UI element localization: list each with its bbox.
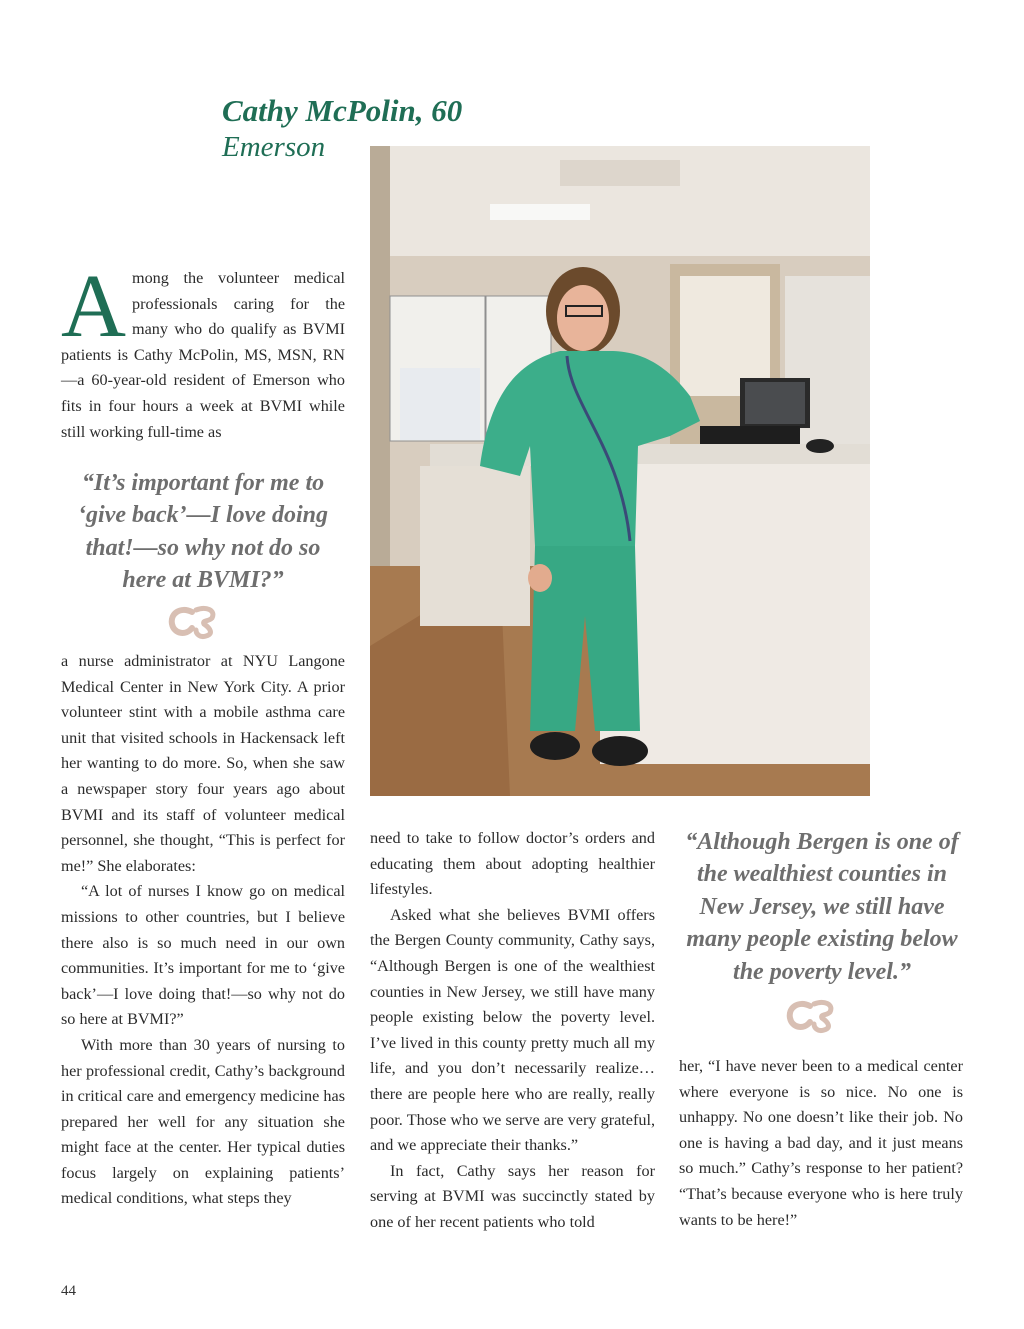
column-3 xyxy=(679,1054,963,1233)
article-subtitle-town: Emerson xyxy=(222,131,326,163)
article-title-name: Cathy McPolin, 60 xyxy=(222,93,463,128)
pull-quote-2: “Although Bergen is one of the wealthiest counties in New Jersey, we still have many people existing below the poverty level.” xyxy=(685,829,959,985)
column-1-bottom xyxy=(61,649,345,1212)
nurse-photo xyxy=(370,146,870,796)
paragraph: “A lot of nurses I know go on medical missions to other countries, but I believe there also is so much need in our own communities. It’s important for me to ‘give back’—I love doing that!—so why not do so here at BVMI?” xyxy=(61,882,345,1029)
paragraph: a nurse administrator at NYU Langone Medical Center in New York City. A prior volunteer stint with a mobile asthma care unit that visited schools in Hackensack left her wanting to do more. So, when she saw a newspaper story four years ago about BVMI and its staff of volunteer medical personnel, she thought, “This is perfect for me!” She elaborates: xyxy=(61,652,345,875)
column-2 xyxy=(370,826,655,1236)
paragraph: Asked what she believes BVMI offers the Bergen County community, Cathy says, “Although Bergen is one of the wealthiest counties in New Jersey, we still have many people existing below the poverty level. I’ve lived in this county pretty much all my life, and you don’t necessarily realize…there are people here who are really, really poor. Those who we serve are very grateful, and we appreciate their thanks.” xyxy=(370,905,655,1155)
fleuron-icon xyxy=(166,604,226,640)
paragraph-intro: mong the volunteer medical professionals caring for the many who do qualify as BVMI patients is Cathy McPolin, MS, MSN, RN—a 60-year-old resident of Emerson who fits in four hours a week at BVMI while still working full-time as xyxy=(61,269,345,441)
paragraph: her, “I have never been to a medical center where everyone is so nice. No one is unhappy. No one doesn’t like their job. No one is having a bad day, and it just means so much.” Cathy’s response to her patient? “That’s because everyone who is here truly wants to be here!” xyxy=(679,1057,963,1229)
paragraph: In fact, Cathy says her reason for serving at BVMI was succinctly stated by one of her recent patients who told xyxy=(370,1161,655,1231)
page-number: 44 xyxy=(61,1283,76,1299)
column-1-top xyxy=(61,257,345,445)
drop-cap: A xyxy=(61,257,126,356)
pull-quote-1: “It’s important for me to ‘give back’—I love doing that!—so why not do so here at BVMI?” xyxy=(78,470,328,594)
paragraph: With more than 30 years of nursing to her professional credit, Cathy’s background in critical care and emergency medicine has prepared her well for any situation she might face at the center. Her typical duties focus largely on explaining patients’ medical conditions, what steps they xyxy=(61,1035,345,1208)
fleuron-icon xyxy=(784,998,844,1034)
paragraph: need to take to follow doctor’s orders and educating them about adopting healthier lifestyles. xyxy=(370,829,655,899)
